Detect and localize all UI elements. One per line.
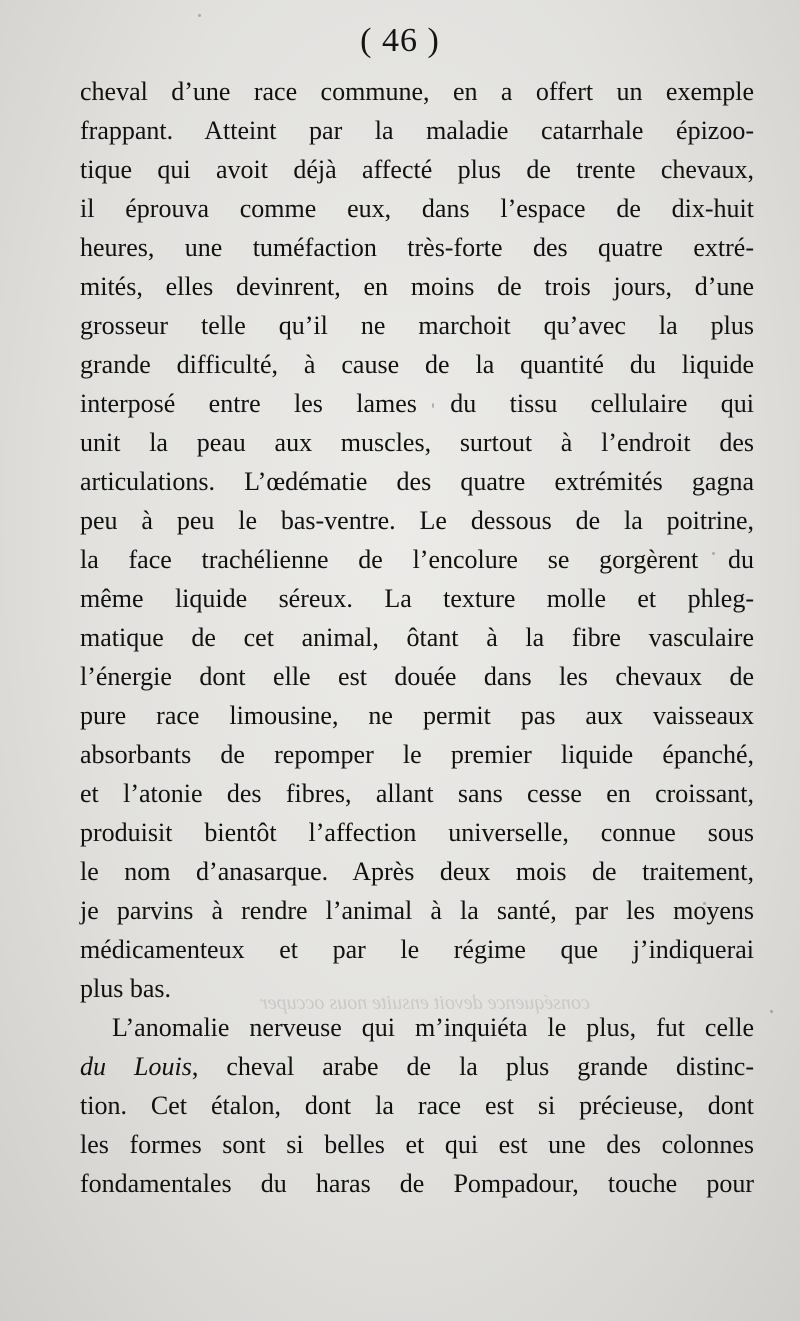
text-line: frappant. Atteint par la maladie catarrhale épizoo- xyxy=(80,116,754,145)
page-number: ( 46 ) xyxy=(360,22,440,59)
text-line: la face trachélienne de l’encolure se gorgèrent du xyxy=(80,545,754,574)
text-line: les formes sont si belles et qui est une des colonnes xyxy=(80,1130,754,1159)
text-line: et l’atonie des fibres, allant sans cesse en croissant, xyxy=(80,779,754,808)
text-line: cheval d’une race commune, en a offert un exemple xyxy=(80,77,754,106)
text-line: tion. Cet étalon, dont la race est si précieuse, dont xyxy=(80,1091,754,1120)
text-line xyxy=(80,1047,754,1086)
text-line: je parvins à rendre l’animal à la santé, par les moyens xyxy=(80,896,754,925)
paper-speck xyxy=(198,14,201,17)
text-line: absorbants de repomper le premier liquide épanché, xyxy=(80,740,754,769)
paper-speck xyxy=(432,403,434,408)
text-line: le nom d’anasarque. Après deux mois de traitement, xyxy=(80,857,754,886)
text-line: grosseur telle qu’il ne marchoit qu’avec la plus xyxy=(80,311,754,340)
text-line: fondamentales du haras de Pompadour, touche pour xyxy=(80,1169,754,1198)
text-line: pure race limousine, ne permit pas aux vaisseaux xyxy=(80,701,754,730)
paragraph-end-line: plus bas. xyxy=(80,974,171,1003)
text-line: médicamenteux et par le régime que j’indiquerai xyxy=(80,935,754,964)
text-line: heures, une tuméfaction très-forte des quatre extré- xyxy=(80,233,754,262)
text-line: même liquide séreux. La texture molle et phleg- xyxy=(80,584,754,613)
text-line-rest: , cheval arabe de la plus grande distinc- xyxy=(191,1052,754,1081)
paragraph-start-line: L’anomalie nerveuse qui m’inquiéta le plus, fut celle xyxy=(112,1013,754,1042)
text-line: grande difficulté, à cause de la quantité du liquide xyxy=(80,350,754,379)
paper-speck xyxy=(703,902,706,905)
text-line: unit la peau aux muscles, surtout à l’endroit des xyxy=(80,428,754,457)
bleed-through-text: conséquence devoit ensuite nous occuper xyxy=(260,992,590,1014)
text-line: interposé entre les lames du tissu cellulaire qui xyxy=(80,389,754,418)
text-line: articulations. L’œdématie des quatre extrémités gagna xyxy=(80,467,754,496)
text-line: peu à peu le bas-ventre. Le dessous de la poitrine, xyxy=(80,506,754,535)
italic-name: du Louis xyxy=(80,1052,192,1081)
text-line: l’énergie dont elle est douée dans les chevaux de xyxy=(80,662,754,691)
paper-speck xyxy=(712,552,715,555)
body-text xyxy=(80,72,754,1203)
text-line: produisit bientôt l’affection universelle, connue sous xyxy=(80,818,754,847)
text-line: il éprouva comme eux, dans l’espace de dix-huit xyxy=(80,194,754,223)
text-line: tique qui avoit déjà affecté plus de trente chevaux, xyxy=(80,155,754,184)
text-line: mités, elles devinrent, en moins de trois jours, d’une xyxy=(80,272,754,301)
paper-speck xyxy=(770,1010,773,1013)
text-line: matique de cet animal, ôtant à la fibre vasculaire xyxy=(80,623,754,652)
